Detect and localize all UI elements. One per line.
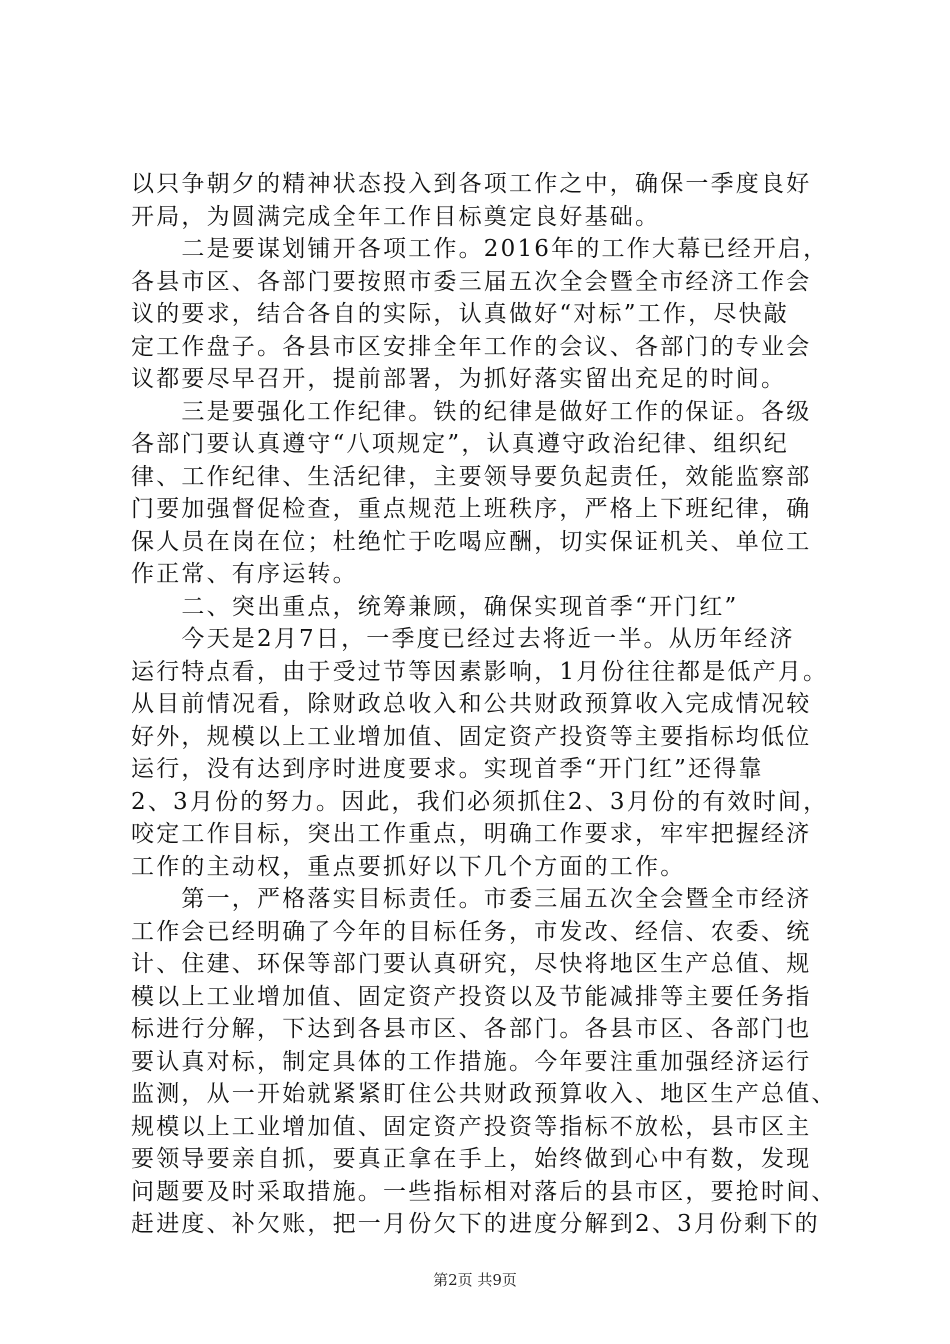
text-line: 门要加强督促检查，重点规范上班秩序，严格上下班纪律，确 [131, 496, 812, 522]
text-line: 律、工作纪律、生活纪律，主要领导要负起责任，效能监察部 [131, 463, 812, 490]
text-line: 第一，严格落实目标责任。市委三届五次全会暨全市经济 [131, 886, 812, 912]
text-line: 从目前情况看，除财政总收入和公共财政预算收入完成情况较 [131, 691, 812, 717]
text-line: 模以上工业增加值、固定资产投资以及节能减排等主要任务指 [131, 983, 812, 1010]
text-line: 问题要及时采取措施。一些指标相对落后的县市区，要抢时间、 [131, 1178, 837, 1205]
text-line: 议都要尽早召开，提前部署，为抓好落实留出充足的时间。 [131, 366, 787, 392]
section-heading: 二、突出重点，统筹兼顾，确保实现首季“开门红” [131, 593, 739, 620]
text-line: 今天是2月7日，一季度已经过去将近一半。从历年经济 [131, 626, 795, 652]
text-line: 标进行分解，下达到各县市区、各部门。各县市区、各部门也 [131, 1016, 812, 1042]
document-body [131, 168, 837, 1241]
text-line: 作正常、有序运转。 [131, 561, 358, 587]
text-line: 运行，没有达到序时进度要求。实现首季“开门红”还得靠 [131, 756, 764, 782]
text-line: 保人员在岗在位；杜绝忙于吃喝应酬，切实保证机关、单位工 [131, 528, 812, 555]
text-line: 各部门要认真遵守“八项规定”，认真遵守政治纪律、组织纪 [131, 431, 789, 457]
text-line: 三是要强化工作纪律。铁的纪律是做好工作的保证。各级 [131, 398, 812, 425]
text-line: 赶进度、补欠账，把一月份欠下的进度分解到2、3月份剩下的 [131, 1211, 820, 1237]
text-line: 计、住建、环保等部门要认真研究，尽快将地区生产总值、规 [131, 951, 812, 977]
text-line: 二是要谋划铺开各项工作。2016年的工作大幕已经开启， [131, 236, 829, 262]
page-number-footer: 第2页 共9页 [433, 1271, 517, 1289]
text-line: 运行特点看，由于受过节等因素影响，1月份往往都是低产月。 [131, 658, 829, 685]
text-line: 定工作盘子。各县市区安排全年工作的会议、各部门的专业会 [131, 333, 812, 360]
text-line: 2、3月份的努力。因此，我们必须抓住2、3月份的有效时间， [131, 788, 829, 815]
text-line: 好外，规模以上工业增加值、固定资产投资等主要指标均低位 [131, 723, 812, 750]
text-line: 工作的主动权，重点要抓好以下几个方面的工作。 [131, 853, 686, 880]
text-line: 要认真对标，制定具体的工作措施。今年要注重加强经济运行 [131, 1048, 812, 1075]
text-line: 议的要求，结合各自的实际，认真做好“对标”工作，尽快敲 [131, 301, 789, 327]
text-line: 以只争朝夕的精神状态投入到各项工作之中，确保一季度良好 [131, 171, 812, 197]
text-line: 各县市区、各部门要按照市委三届五次全会暨全市经济工作会 [131, 268, 812, 295]
text-line: 咬定工作目标，突出工作重点，明确工作要求，牢牢把握经济 [131, 821, 812, 847]
text-line: 监测，从一开始就紧紧盯住公共财政预算收入、地区生产总值、 [131, 1081, 837, 1107]
text-line: 工作会已经明确了今年的目标任务，市发改、经信、农委、统 [131, 918, 812, 945]
text-line: 规模以上工业增加值、固定资产投资等指标不放松，县市区主 [131, 1113, 812, 1140]
text-line: 要领导要亲自抓，要真正拿在手上，始终做到心中有数，发现 [131, 1146, 812, 1172]
text-line: 开局，为圆满完成全年工作目标奠定良好基础。 [131, 203, 661, 230]
